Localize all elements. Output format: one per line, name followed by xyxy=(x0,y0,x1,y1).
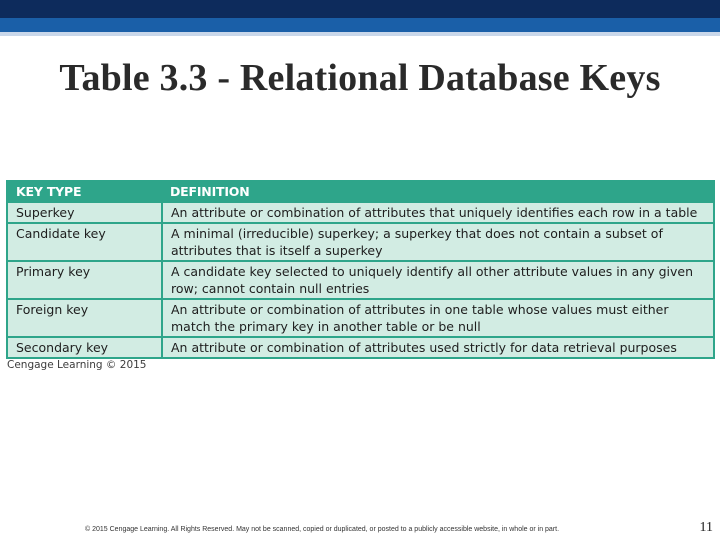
definition-cell: An attribute or combination of attributes in one table whose values must either match the primary key in another table or be null xyxy=(162,299,714,337)
key-type-cell: Foreign key xyxy=(7,299,162,337)
key-type-cell: Candidate key xyxy=(7,223,162,261)
table-row xyxy=(7,337,714,358)
relational-keys-table xyxy=(6,180,715,359)
header-definition: DEFINITION xyxy=(162,181,714,202)
top-banner-light xyxy=(0,18,720,32)
table-row xyxy=(7,261,714,299)
top-banner-accent xyxy=(0,32,720,36)
image-credit: Cengage Learning © 2015 xyxy=(7,359,147,371)
header-key-type: KEY TYPE xyxy=(7,181,162,202)
key-type-cell: Secondary key xyxy=(7,337,162,358)
table-row xyxy=(7,223,714,261)
key-type-cell: Primary key xyxy=(7,261,162,299)
page-number: 11 xyxy=(699,520,713,535)
table-row xyxy=(7,202,714,223)
slide-title: Table 3.3 - Relational Database Keys xyxy=(59,57,661,99)
definition-cell: A candidate key selected to uniquely identify all other attribute values in any given row; cannot contain null entries xyxy=(162,261,714,299)
table-row xyxy=(7,299,714,337)
definition-cell: An attribute or combination of attributes used strictly for data retrieval purposes xyxy=(162,337,714,358)
key-type-cell: Superkey xyxy=(7,202,162,223)
top-banner-dark xyxy=(0,0,720,18)
table-header-row xyxy=(7,181,714,202)
copyright-footer: © 2015 Cengage Learning. All Rights Reserved. May not be scanned, copied or duplicated, or posted to a publicly accessible website, in whole or in part. xyxy=(85,526,560,533)
definition-cell: A minimal (irreducible) superkey; a superkey that does not contain a subset of attributes that is itself a superkey xyxy=(162,223,714,261)
definition-cell: An attribute or combination of attributes that uniquely identifies each row in a table xyxy=(162,202,714,223)
